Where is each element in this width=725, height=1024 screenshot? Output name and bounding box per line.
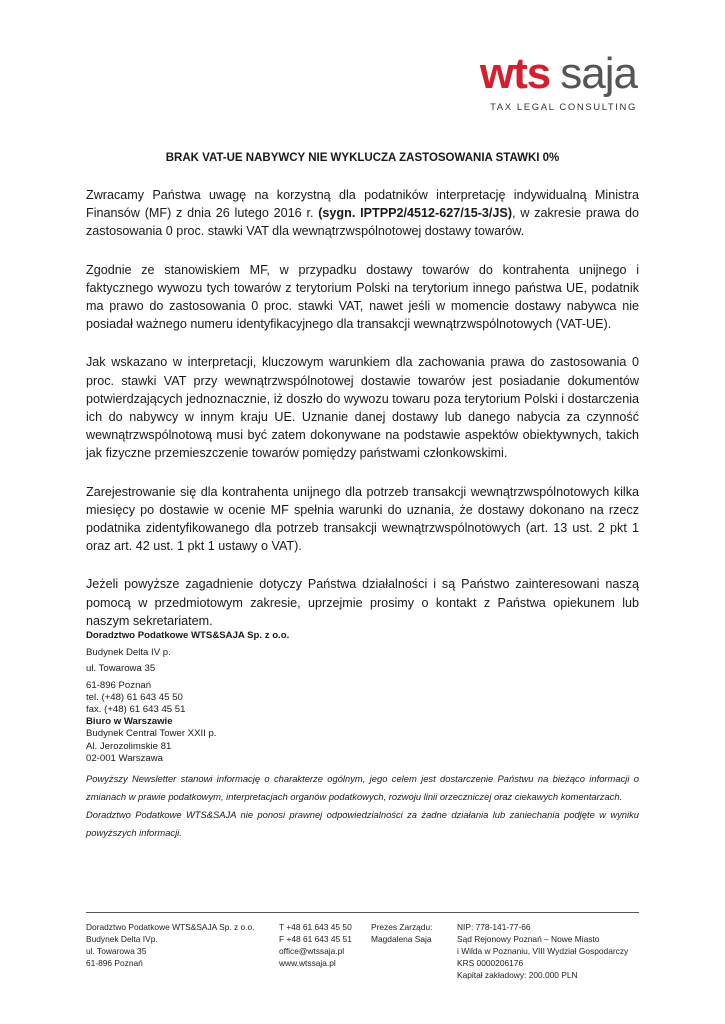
contact-company-name: Doradztwo Podatkowe WTS&SAJA Sp. z o.o. [86, 630, 290, 641]
warsaw-office-heading [86, 716, 289, 728]
warsaw-building: Budynek Central Tower XXII p. [86, 728, 217, 740]
warsaw-street: Al. Jerozolimskie 81 [86, 740, 172, 752]
paragraph-1-intro: Zwracamy Państwa uwagę na korzystną dla podatników interpretację indywidualną Ministra Finansów (MF) z dnia 26 lutego 2016 r. [86, 188, 639, 221]
document-title: BRAK VAT-UE NABYWCY NIE WYKLUCZA ZASTOSOWANIA STAWKI 0% [165, 152, 560, 164]
logo-wordmark [479, 49, 637, 98]
paragraph-5: Jeżeli powyższe zagadnienie dotyczy Państwa działalności i są Państwo zainteresowani naszą pomocą w przedmiotowym zakresie, uprzejmie prosimy o kontakt z Państwa opiekunem lub naszym sekretariatem. [86, 577, 639, 628]
logo-saja-text: saja [560, 49, 637, 98]
footer-nip: NIP: 778-141-77-66 [457, 922, 531, 932]
footer-board-name: Magdalena Saja [371, 934, 432, 944]
footer-street: ul. Towarowa 35 [86, 946, 147, 956]
footer-phone: T +48 61 643 45 50 [279, 922, 352, 932]
contact-fax: fax. (+48) 61 643 45 51 [86, 704, 186, 716]
warsaw-city: 02-001 Warszawa [86, 752, 163, 764]
paragraph-3: Jak wskazano w interpretacji, kluczowym warunkiem dla zachowania prawa do zastosowania 0 proc. stawki VAT przy wewnątrzwspólnotowej dostawie towarów jest posiadanie dokumentów potwierdzających jednoznacznie, iż doszło do wywozu towaru poza terytorium Polski i dostarczenia ich do nabywcy w innym kraju UE. Uznanie danej dostawy lub danego nabycia za czynność wewnątrzwspólnotową musi być zatem dokonywane na podstawie aspektów obiektywnych, takich jak fizyczne przemieszczenie towarów pomiędzy państwami członkowskimi. [86, 355, 639, 461]
contact-building: Budynek Delta IV p. [86, 647, 171, 659]
logo-tagline: TAX LEGAL CONSULTING [490, 102, 637, 113]
footer-company-column [86, 921, 255, 969]
footer-court-division: i Wilda w Poznaniu, VIII Wydział Gospodarczy [457, 946, 629, 956]
paragraph-2: Zgodnie ze stanowiskiem MF, w przypadku dostawy towarów do kontrahenta unijnego i faktycznego wywozu tych towarów z terytorium Polski na terytorium innego państwa UE, podatnik ma prawo do zastosowania 0 proc. stawki VAT, nawet jeśli w momencie dostawy nabywca nie posiadał ważnego numeru identyfikacyjnego dla transakcji wewnątrzwspólnotowych (VAT-UE). [86, 262, 639, 332]
logo-wts-text: wts [479, 49, 551, 98]
footer-krs: KRS 0000206176 [457, 958, 524, 968]
contact-block [86, 630, 289, 765]
footer-board-column [371, 921, 432, 945]
footer-capital: Kapitał zakładowy: 200.000 PLN [457, 970, 578, 980]
company-logo [479, 49, 637, 113]
paragraph-4: Zarejestrowanie się dla kontrahenta unijnego dla potrzeb transakcji wewnątrzwspólnotowych kilka miesięcy po dostawie w ocenie MF spełnia warunki do uznania, że dostawy dokonano na rzecz podatnika zidentyfikowanego dla potrzeb transakcji wewnątrzwspólnotowych (art. 13 ust. 2 pkt 1 oraz art. 42 ust. 1 pkt 1 ustawy o VAT). [86, 484, 639, 554]
footer-court: Sąd Rejonowy Poznań – Nowe Miasto [457, 934, 600, 944]
footer-building: Budynek Delta IVp. [86, 934, 158, 944]
paragraph-1 [86, 186, 639, 241]
footer-website-link[interactable]: www.wtssaja.pl [279, 958, 336, 968]
footer-fax: F +48 61 643 45 51 [279, 934, 352, 944]
contact-city: 61-896 Poznań [86, 679, 152, 691]
disclaimer [86, 770, 639, 842]
footer-email-link[interactable]: office@wtssaja.pl [279, 946, 345, 956]
footer-city: 61-896 Poznań [86, 958, 143, 968]
newsletter-body [86, 152, 639, 650]
disclaimer-paragraph-1: Powyższy Newsletter stanowi informację o charakterze ogólnym, jego celem jest dostarczenie Państwu na bieżąco informacji o zmianach w prawie podatkowym, interpretacjach organów podatkowych, rozwoju linii orzeczniczej oraz ciekawych komentarzach. [86, 773, 639, 802]
contact-phone: tel. (+48) 61 643 45 50 [86, 691, 183, 703]
footer-divider [86, 912, 639, 913]
contact-street: ul. Towarowa 35 [86, 663, 156, 675]
paragraph-1-reference: (sygn. IPTPP2/4512-627/15-3/JS) [318, 206, 513, 221]
footer-registration-column [457, 921, 628, 981]
paragraph-1-rest: , w zakresie prawa do zastosowania 0 proc. stawki VAT dla wewnątrzwspólnotowej dostawy towarów. [86, 206, 639, 239]
warsaw-office-heading-text: Biuro w Warszawie [86, 716, 173, 728]
disclaimer-paragraph-2: Doradztwo Podatkowe WTS&SAJA nie ponosi prawnej odpowiedzialności za żadne działania lub zaniechania podjęte w wyniku powyższych informacji. [86, 809, 639, 838]
footer-board-label: Prezes Zarządu: [371, 922, 433, 932]
footer-company-name: Doradztwo Podatkowe WTS&SAJA Sp. z o.o. [86, 922, 255, 932]
footer-contact-column [279, 921, 352, 969]
